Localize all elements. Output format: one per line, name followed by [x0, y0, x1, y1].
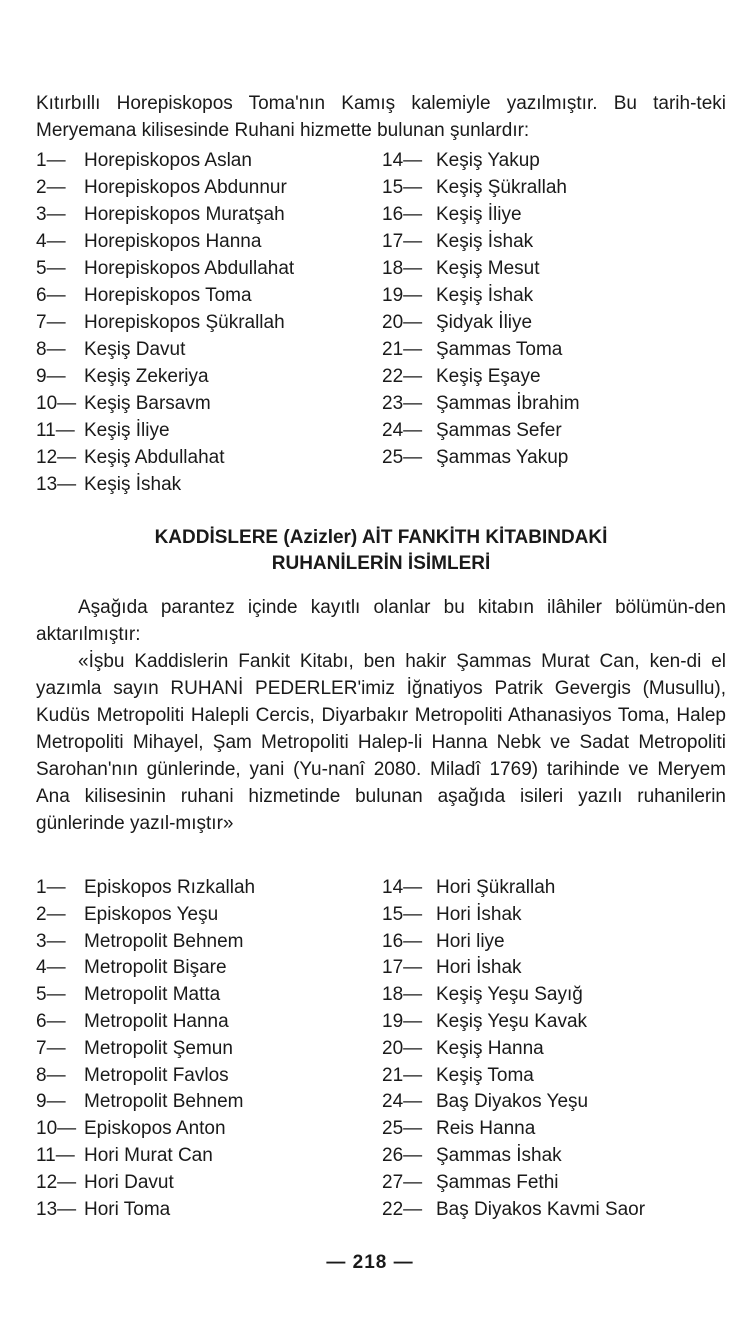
list-item: [36, 147, 376, 174]
item-name: Episkopos Anton: [84, 1118, 226, 1140]
list-item: [382, 1143, 726, 1170]
item-name: Hori Toma: [84, 1198, 171, 1220]
section-heading-line-2: RUHANİLERİN İSİMLERİ: [271, 553, 491, 574]
list-item: [382, 1116, 726, 1143]
list-item: [36, 1009, 376, 1036]
item-number: 15—: [382, 177, 423, 198]
item-name: Şammas Fethi: [436, 1171, 559, 1193]
item-name: Hori liye: [436, 930, 505, 952]
item-name: Keşiş Mesut: [436, 258, 540, 279]
item-number: 1—: [36, 877, 66, 898]
list-item: [36, 174, 376, 201]
list-item: [382, 309, 726, 336]
list-item: [36, 1036, 376, 1063]
list-item: [36, 255, 376, 282]
item-number: 5—: [36, 258, 66, 279]
item-name: Keşiş İliye: [84, 420, 170, 441]
list-item: [382, 417, 726, 444]
list-item: [36, 1197, 376, 1224]
item-number: 22—: [382, 366, 423, 387]
item-number: 24—: [382, 1091, 423, 1113]
item-number: 3—: [36, 204, 66, 225]
clergy-list-1-right-column: [382, 147, 726, 471]
item-name: Keşiş Yeşu Sayığ: [436, 984, 583, 1006]
item-number: 21—: [382, 1064, 423, 1086]
clergy-list-1-left-column: [36, 147, 376, 498]
item-number: 14—: [382, 877, 423, 898]
item-number: 22—: [382, 1198, 423, 1220]
item-number: 7—: [36, 312, 66, 333]
list-item: [382, 201, 726, 228]
item-number: 2—: [36, 903, 66, 925]
list-item: [382, 255, 726, 282]
item-number: 26—: [382, 1144, 423, 1166]
item-name: Şammas Yakup: [436, 447, 569, 468]
item-number: 20—: [382, 1037, 423, 1059]
list-item: [382, 955, 726, 982]
list-item: [36, 309, 376, 336]
list-item: [382, 929, 726, 956]
item-name: Hori İshak: [436, 903, 522, 925]
explanation-paragraph: Aşağıda parantez içinde kayıtlı olanlar bu kitabın ilâhiler bölümün-den aktarılmıştır:: [36, 597, 726, 645]
item-number: 10—: [36, 393, 77, 414]
list-item: [36, 228, 376, 255]
item-number: 18—: [382, 258, 423, 279]
list-item: [382, 390, 726, 417]
item-name: Horepiskopos Aslan: [84, 150, 252, 171]
item-number: 16—: [382, 930, 423, 952]
item-name: Keşiş Zekeriya: [84, 366, 209, 387]
item-number: 19—: [382, 285, 423, 306]
clergy-list-2-left-column: [36, 875, 376, 1223]
item-number: 5—: [36, 984, 66, 1006]
list-item: [382, 228, 726, 255]
item-name: Şammas Toma: [436, 339, 563, 360]
intro-paragraph: Kıtırbıllı Horepiskopos Toma'nın Kamış kalemiyle yazılmıştır. Bu tarih-teki Meryemana kilisesinde Ruhani hizmette bulunan şunlardır:: [36, 93, 726, 141]
list-item: [36, 1143, 376, 1170]
item-name: Keşiş İshak: [84, 474, 182, 495]
list-item: [382, 363, 726, 390]
item-number: 6—: [36, 285, 66, 306]
item-name: Episkopos Yeşu: [84, 903, 219, 925]
item-number: 15—: [382, 903, 423, 925]
item-number: 23—: [382, 393, 423, 414]
item-name: Keşiş Davut: [84, 339, 186, 360]
item-number: 10—: [36, 1118, 77, 1140]
list-item: [36, 1089, 376, 1116]
list-item: [382, 147, 726, 174]
item-number: 11—: [36, 1144, 75, 1166]
item-name: Horepiskopos Şükrallah: [84, 312, 285, 333]
list-item: [382, 1009, 726, 1036]
item-number: 24—: [382, 420, 423, 441]
item-number: 11—: [36, 420, 75, 441]
item-number: 3—: [36, 930, 66, 952]
item-number: 17—: [382, 957, 423, 979]
list-item: [36, 336, 376, 363]
item-name: Keşiş İliye: [436, 204, 522, 225]
item-name: Keşiş Eşaye: [436, 366, 541, 387]
item-name: Keşiş Yakup: [436, 150, 540, 171]
item-number: 7—: [36, 1037, 66, 1059]
item-number: 14—: [382, 150, 423, 171]
list-item: [382, 1063, 726, 1090]
item-name: Hori İshak: [436, 957, 522, 979]
list-item: [36, 955, 376, 982]
list-item: [382, 444, 726, 471]
list-item: [36, 444, 376, 471]
item-name: Keşiş Şükrallah: [436, 177, 567, 198]
item-number: 12—: [36, 447, 77, 468]
item-name: Metropolit Bişare: [84, 957, 227, 979]
page-number: — 218 —: [326, 1252, 414, 1273]
item-name: Horepiskopos Toma: [84, 285, 252, 306]
list-item: [36, 982, 376, 1009]
item-name: Keşiş Barsavm: [84, 393, 211, 414]
list-item: [382, 1197, 726, 1224]
item-name: Şammas Sefer: [436, 420, 562, 441]
item-number: 19—: [382, 1010, 423, 1032]
item-number: 9—: [36, 366, 66, 387]
item-number: 25—: [382, 1118, 423, 1140]
item-number: 8—: [36, 339, 66, 360]
item-number: 16—: [382, 204, 423, 225]
item-name: Metropolit Behnem: [84, 1091, 244, 1113]
item-number: 12—: [36, 1171, 77, 1193]
list-item: [36, 1063, 376, 1090]
list-item: [36, 363, 376, 390]
list-item: [382, 174, 726, 201]
list-item: [36, 875, 376, 902]
item-number: 20—: [382, 312, 423, 333]
item-name: Keşiş İshak: [436, 285, 534, 306]
item-name: Horepiskopos Hanna: [84, 231, 262, 252]
item-name: Hori Murat Can: [84, 1144, 213, 1166]
item-name: Şammas İshak: [436, 1144, 562, 1166]
item-name: Metropolit Behnem: [84, 930, 244, 952]
item-number: 21—: [382, 339, 423, 360]
item-name: Episkopos Rızkallah: [84, 877, 256, 898]
item-number: 4—: [36, 231, 66, 252]
item-name: Şidyak İliye: [436, 312, 533, 333]
item-name: Reis Hanna: [436, 1118, 536, 1140]
list-item: [382, 282, 726, 309]
item-name: Metropolit Matta: [84, 984, 221, 1006]
clergy-list-2-right-column: [382, 875, 726, 1223]
item-name: Horepiskopos Abdunnur: [84, 177, 287, 198]
item-name: Keşiş Yeşu Kavak: [436, 1010, 588, 1032]
item-number: 13—: [36, 1198, 77, 1220]
list-item: [36, 417, 376, 444]
item-number: 6—: [36, 1010, 66, 1032]
list-item: [36, 902, 376, 929]
item-name: Keşiş İshak: [436, 231, 534, 252]
list-item: [36, 1116, 376, 1143]
item-name: Metropolit Hanna: [84, 1010, 229, 1032]
list-item: [36, 390, 376, 417]
item-number: 8—: [36, 1064, 66, 1086]
list-item: [382, 875, 726, 902]
item-number: 27—: [382, 1171, 423, 1193]
list-item: [382, 1036, 726, 1063]
list-item: [382, 982, 726, 1009]
item-name: Metropolit Şemun: [84, 1037, 233, 1059]
list-item: [36, 471, 376, 498]
list-item: [382, 902, 726, 929]
item-number: 18—: [382, 984, 423, 1006]
list-item: [36, 929, 376, 956]
item-number: 1—: [36, 150, 66, 171]
item-number: 13—: [36, 474, 77, 495]
item-name: Horepiskopos Muratşah: [84, 204, 285, 225]
list-item: [36, 282, 376, 309]
section-heading-line-1: KADDİSLERE (Azizler) AİT FANKİTH KİTABINDAKİ: [154, 527, 608, 548]
list-item: [382, 1170, 726, 1197]
item-name: Metropolit Favlos: [84, 1064, 229, 1086]
item-name: Hori Şükrallah: [436, 877, 556, 898]
item-number: 9—: [36, 1091, 66, 1113]
item-name: Baş Diyakos Yeşu: [436, 1091, 589, 1113]
item-number: 4—: [36, 957, 66, 979]
list-item: [382, 336, 726, 363]
item-name: Şammas İbrahim: [436, 393, 580, 414]
item-number: 25—: [382, 447, 423, 468]
quotation-paragraph: «İşbu Kaddislerin Fankit Kitabı, ben hakir Şammas Murat Can, ken-di el yazımla sayın RUHANİ PEDERLER'imiz İğnatiyos Patrik Gevergis (Musullu), Kudüs Metropoliti Halepli Cercis, Diyarbakır Metropoliti Athanasiyos Toma, Halep Metropoliti Mihayel, Şam Metropoliti Halep-li Hanna Nebk ve Sadat Metropoliti Sarohan'nın günlerinde, yani (Yu-nanî 2080. Miladî 1769) tarihinde ve Meryem Ana kilisesinin ruhani hizmetinde bulunan aşağıda isileri yazılı ruhanilerin günlerinde yazıl-mıştır»: [36, 651, 726, 834]
list-item: [36, 201, 376, 228]
list-item: [36, 1170, 376, 1197]
item-name: Keşiş Abdullahat: [84, 447, 225, 468]
item-name: Hori Davut: [84, 1171, 174, 1193]
item-number: 17—: [382, 231, 423, 252]
item-name: Horepiskopos Abdullahat: [84, 258, 295, 279]
item-name: Baş Diyakos Kavmi Saor: [436, 1198, 646, 1220]
list-item: [382, 1089, 726, 1116]
item-name: Keşiş Hanna: [436, 1037, 544, 1059]
item-number: 2—: [36, 177, 66, 198]
item-name: Keşiş Toma: [436, 1064, 534, 1086]
